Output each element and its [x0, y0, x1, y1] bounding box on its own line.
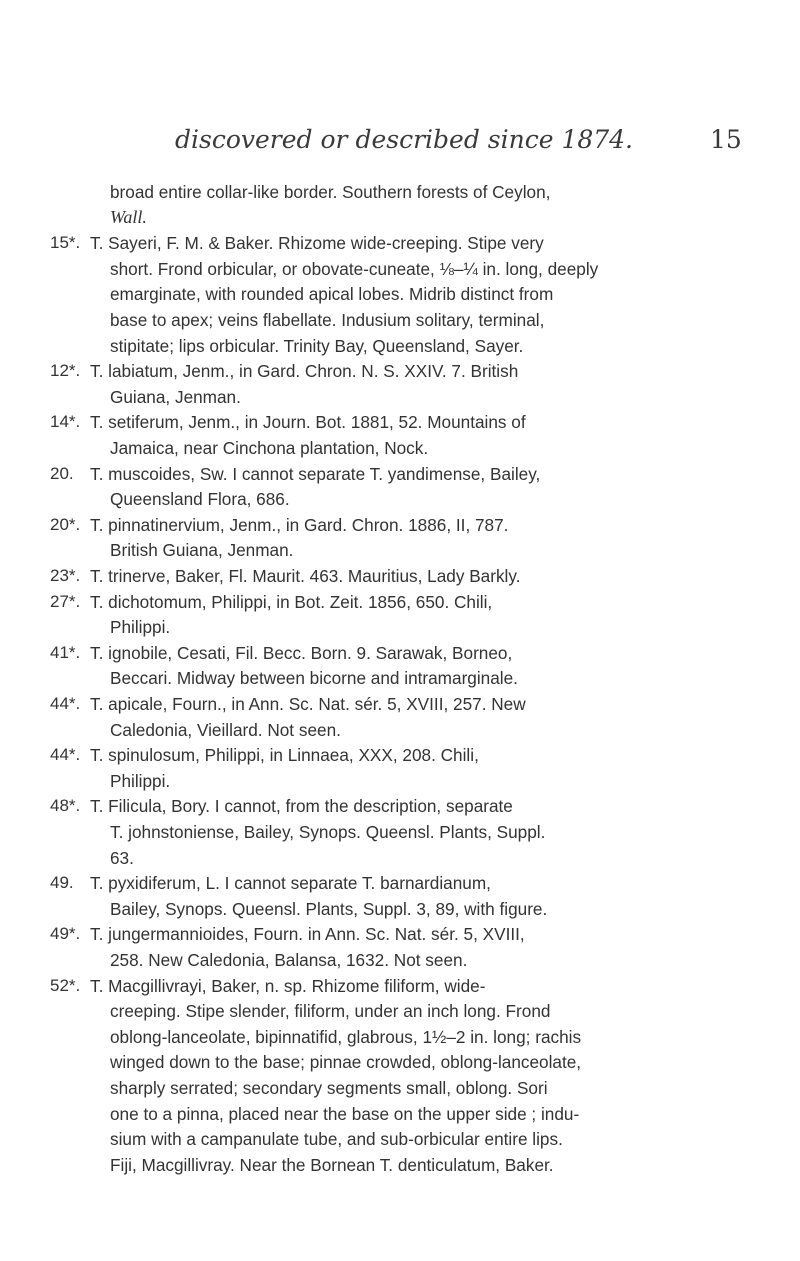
- entry-line: 258. New Caledonia, Balansa, 1632. Not seen.: [110, 950, 468, 970]
- intro-line: broad entire collar-like border. Southern forests of Ceylon,: [110, 182, 551, 202]
- entry-line: oblong-lanceolate, bipinnatifid, glabrous, 1½–2 in. long; rachis: [110, 1026, 582, 1047]
- entry-first-line: T. labiatum, Jenm., in Gard. Chron. N. S. XXIV. 7. British: [90, 361, 519, 382]
- entry-first-line: T. pyxidiferum, L. I cannot separate T. barnardianum,: [90, 873, 491, 894]
- entry-number: 20.: [50, 463, 74, 483]
- entry-first-line: T. muscoides, Sw. I cannot separate T. yandimense, Bailey,: [90, 463, 541, 484]
- page-number: 15: [710, 125, 742, 154]
- running-title: discovered or described since 1874.: [175, 125, 634, 154]
- entry-line: winged down to the base; pinnae crowded, oblong-lanceolate,: [110, 1052, 582, 1073]
- entry-number: 12*.: [50, 361, 81, 381]
- entry-line: 63.: [110, 847, 134, 868]
- entry-number: 49*.: [50, 924, 81, 944]
- entry-number: 20*.: [50, 514, 81, 534]
- entry-number: 23*.: [50, 566, 81, 585]
- entry-number: 15*.: [50, 233, 81, 253]
- entry-first-line: T. trinerve, Baker, Fl. Maurit. 463. Mauritius, Lady Barkly.: [90, 566, 521, 586]
- entry-line: emarginate, with rounded apical lobes. Midrib distinct from: [110, 284, 554, 305]
- entry-number: 49.: [50, 873, 74, 893]
- entry-line: Beccari. Midway between bicorne and intramarginale.: [110, 668, 518, 689]
- entry-first-line: T. jungermannioides, Fourn. in Ann. Sc. Nat. sér. 5, XVIII,: [90, 924, 525, 945]
- entry-line: Philippi.: [110, 617, 171, 638]
- entry-line: Bailey, Synops. Queensl. Plants, Suppl. 3, 89, with figure.: [110, 898, 548, 919]
- entry-line: British Guiana, Jenman.: [110, 540, 294, 561]
- entry-line: stipitate; lips orbicular. Trinity Bay, Queensland, Sayer.: [110, 335, 524, 356]
- entry-number: 14*.: [50, 412, 81, 432]
- entry-line: creeping. Stipe slender, filiform, under an inch long. Frond: [110, 1001, 551, 1022]
- entry-line: Guiana, Jenman.: [110, 386, 241, 407]
- entry-first-line: T. spinulosum, Philippi, in Linnaea, XXX, 208. Chili,: [90, 745, 479, 766]
- entry-first-line: T. pinnatinervium, Jenm., in Gard. Chron. 1886, II, 787.: [90, 514, 509, 535]
- entry-line: Jamaica, near Cinchona plantation, Nock.: [110, 438, 429, 458]
- entry-line: Caledonia, Vieillard. Not seen.: [110, 719, 341, 740]
- entry-number: 48*.: [50, 796, 81, 816]
- entry-line: short. Frond orbicular, or obovate-cuneate, ⅛–¼ in. long, deeply: [110, 258, 599, 279]
- entry-line: base to apex; veins flabellate. Indusium solitary, terminal,: [110, 310, 545, 330]
- entry-line: T. johnstoniense, Bailey, Synops. Queensl. Plants, Suppl.: [110, 822, 546, 842]
- entry-first-line: T. Macgillivrayi, Baker, n. sp. Rhizome filiform, wide-: [90, 975, 486, 996]
- entry-line: Philippi.: [110, 770, 171, 791]
- entry-first-line: T. dichotomum, Philippi, in Bot. Zeit. 1856, 650. Chili,: [90, 591, 493, 612]
- entry-number: 44*.: [50, 694, 81, 713]
- entry-line: Fiji, Macgillivray. Near the Bornean T. denticulatum, Baker.: [110, 1154, 554, 1175]
- entry-line: sium with a campanulate tube, and sub-orbicular entire lips.: [110, 1129, 563, 1150]
- entry-line: sharply serrated; secondary segments small, oblong. Sori: [110, 1078, 548, 1098]
- intro-line: Wall.: [110, 207, 147, 227]
- running-header: [0, 125, 800, 165]
- entry-first-line: T. Filicula, Bory. I cannot, from the description, separate: [90, 796, 513, 817]
- entry-number: 52*.: [50, 975, 81, 995]
- entry-number: 44*.: [50, 745, 81, 765]
- entry-number: 41*.: [50, 642, 81, 662]
- entry-first-line: T. ignobile, Cesati, Fil. Becc. Born. 9. Sarawak, Borneo,: [90, 642, 513, 663]
- entry-first-line: T. apicale, Fourn., in Ann. Sc. Nat. sér. 5, XVIII, 257. New: [90, 694, 526, 714]
- entry-line: one to a pinna, placed near the base on the upper side ; indu-: [110, 1103, 580, 1124]
- entry-line: Queensland Flora, 686.: [110, 489, 290, 510]
- entry-first-line: T. Sayeri, F. M. & Baker. Rhizome wide-creeping. Stipe very: [90, 233, 544, 254]
- entry-number: 27*.: [50, 591, 81, 611]
- entry-first-line: T. setiferum, Jenm., in Journ. Bot. 1881, 52. Mountains of: [90, 412, 526, 433]
